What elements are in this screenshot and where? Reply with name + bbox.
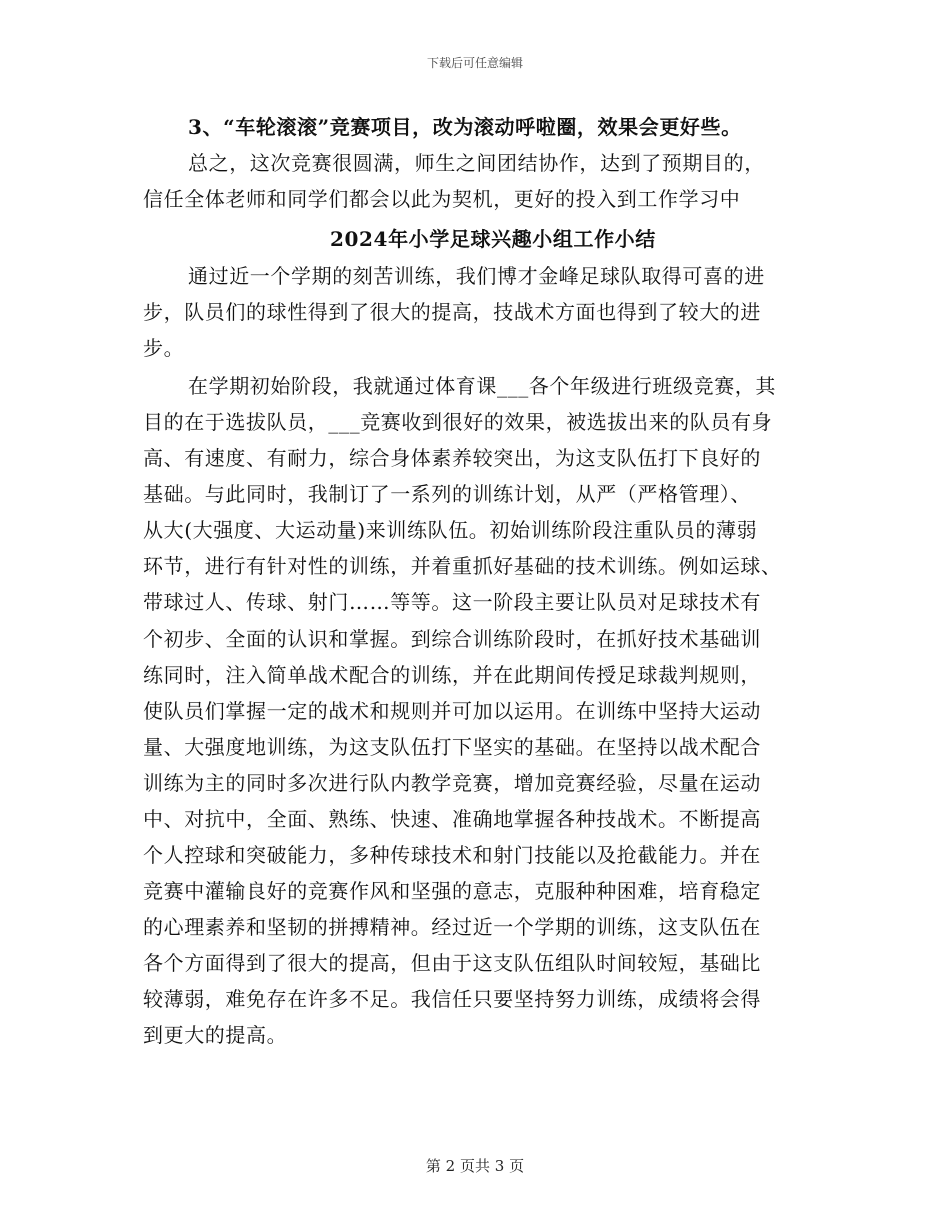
text-line: 使队员们掌握一定的战术和规则并可加以运用。在训练中坚持大运动	[143, 699, 761, 723]
text-line: 量、大强度地训练，为这支队伍打下坚实的基础。在坚持以战术配合	[143, 735, 761, 759]
text-line: 信任全体老师和同学们都会以此为契机，更好的投入到工作学习中	[143, 187, 741, 211]
text-line: 训练为主的同时多次进行队内教学竞赛，增加竞赛经验，尽量在运动	[143, 771, 761, 795]
text-line: 较薄弱，难免存在许多不足。我信任只要坚持努力训练，成绩将会得	[143, 987, 761, 1011]
text-line: 各个方面得到了很大的提高，但由于这支队伍组队时间较短，基础比	[143, 951, 761, 975]
text-line: 竞赛中灌输良好的竞赛作风和坚强的意志，克服种种困难，培育稳定	[143, 879, 761, 903]
text-line: 通过近一个学期的刻苦训练，我们博才金峰足球队取得可喜的进	[188, 264, 765, 288]
text-line: 3、“车轮滚滚”竞赛项目，改为滚动呼啦圈，效果会更好些。	[188, 115, 742, 139]
text-line: 目的在于选拔队员，___竞赛收到很好的效果，被选拔出来的队员有身	[143, 410, 773, 434]
text-line: 步。	[143, 336, 185, 360]
text-line: 中、对抗中，全面、熟练、快速、准确地掌握各种技战术。不断提高	[143, 807, 761, 831]
text-line: 的心理素养和坚韧的拼搏精神。经过近一个学期的训练，这支队伍在	[143, 915, 761, 939]
text-line: 个人控球和突破能力，多种传球技术和射门技能以及抢截能力。并在	[143, 843, 761, 867]
text-line: 在学期初始阶段，我就通过体育课___各个年级进行班级竞赛，其	[188, 374, 776, 398]
text-line: 到更大的提高。	[143, 1023, 288, 1047]
page-footer: 第 2 页共 3 页	[425, 1157, 525, 1175]
text-line: 带球过人、传球、射门……等等。这一阶段主要让队员对足球技术有	[143, 590, 761, 614]
text-line: 环节，进行有针对性的训练，并着重抓好基础的技术训练。例如运球、	[143, 554, 782, 578]
section-title: 2024年小学足球兴趣小组工作小结	[330, 227, 656, 251]
text-line: 个初步、全面的认识和掌握。到综合训练阶段时，在抓好技术基础训	[143, 627, 761, 651]
text-line: 步，队员们的球性得到了很大的提高，技战术方面也得到了较大的进	[143, 300, 761, 324]
text-line: 高、有速度、有耐力，综合身体素养较突出，为这支队伍打下良好的	[143, 446, 761, 470]
text-line: 练同时，注入简单战术配合的训练，并在此期间传授足球裁判规则，	[143, 663, 761, 687]
text-line: 总之，这次竞赛很圆满，师生之间团结协作，达到了预期目的，	[188, 151, 765, 175]
text-line: 基础。与此同时，我制订了一系列的训练计划，从严（严格管理）、	[143, 482, 751, 506]
text-line: 从大(大强度、大运动量)来训练队伍。初始训练阶段注重队员的薄弱	[143, 518, 758, 542]
page-header: 下载后可任意编辑	[426, 56, 523, 70]
